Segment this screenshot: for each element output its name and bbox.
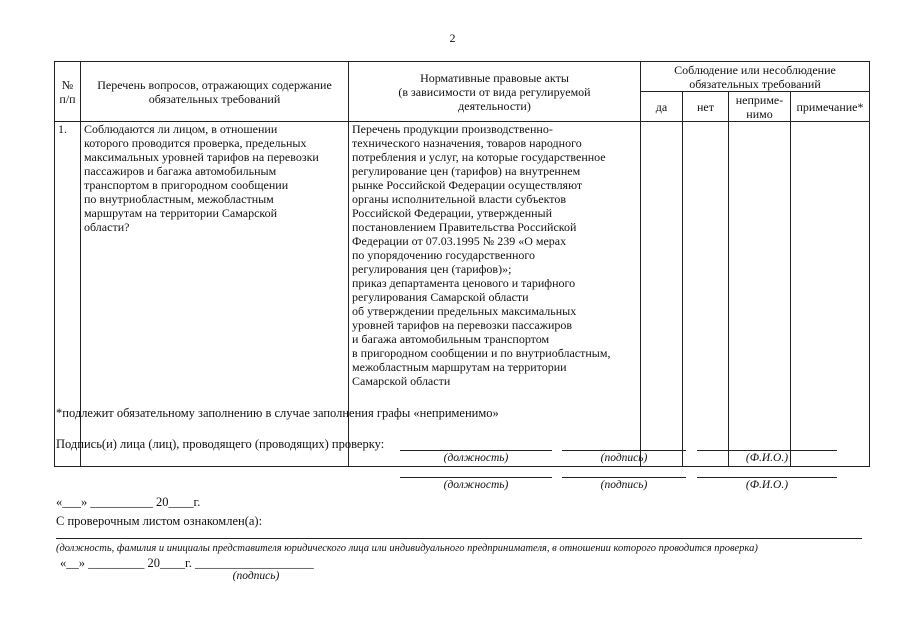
row-number: 1. [55, 122, 81, 467]
signature-label: Подпись(и) лица (лиц), проводящего (проводящих) проверку: [56, 437, 385, 451]
caption-signature-1: (подпись) [600, 452, 648, 464]
date-field[interactable]: «___» __________ 20____г. [56, 495, 201, 509]
position-line-1[interactable] [400, 450, 552, 451]
row-legal-acts: Перечень продукции производственно- технического назначения, товаров народного потребления и услуг, на которые государственное регулирование цен (тарифов) на внутреннем рынке Российской Федерации осуществляют органы исполнительной власти субъектов Российской Федерации, утвержденный постановлением Правительства Российской Федерации от 07.03.1995 № 239 «О мерах по упорядочению государственного регулирования цен (тарифов)»; приказ департамента ценового и тарифного регулирования Самарской области об утверждении предельных максимальных уровней тарифов на перевозки пассажиров и багажа автомобильным транспортом в пригородном сообщении и по внутриобластным, межобластным маршрутам на территории Самарской области [349, 122, 641, 467]
representative-line[interactable] [56, 538, 862, 539]
signature-line-1[interactable] [562, 450, 686, 451]
footnote: *подлежит обязательному заполнению в случае заполнения графы «неприменимо» [56, 406, 499, 420]
caption-signature-3: (подпись) [232, 570, 280, 582]
header-compliance: Соблюдение или несоблюдение обязательных требований [641, 62, 870, 92]
row-note-cell[interactable] [791, 122, 870, 467]
acknowledgement-label: С проверочным листом ознакомлен(а): [56, 514, 263, 528]
position-line-2[interactable] [400, 477, 552, 478]
page-number: 2 [449, 31, 456, 45]
header-no: нет [683, 92, 729, 122]
signature-line-2[interactable] [562, 477, 686, 478]
header-note: примечание* [791, 92, 870, 122]
row-not-applicable-cell[interactable] [729, 122, 791, 467]
caption-position-2: (должность) [443, 479, 509, 491]
row-yes-cell[interactable] [641, 122, 683, 467]
caption-position-1: (должность) [443, 452, 509, 464]
caption-signature-2: (подпись) [600, 479, 648, 491]
caption-name-1: (Ф.И.О.) [745, 452, 789, 464]
representative-caption: (должность, фамилия и инициалы представителя юридического лица или индивидуального предпринимателя, в отношении которого проводится проверка) [56, 543, 758, 554]
name-line-2[interactable] [697, 477, 837, 478]
name-line-1[interactable] [697, 450, 837, 451]
row-question: Соблюдаются ли лицом, в отношении которого проводится проверка, предельных максимальных уровней тарифов на перевозки пассажиров и багажа автомобильным транспортом в пригородном сообщении по внутриобластным, межобластным маршрутам на территории Самарской области? [81, 122, 349, 467]
header-legal-acts: Нормативные правовые акты (в зависимости от вида регулируемой деятельности) [349, 62, 641, 122]
header-not-applicable: неприме- нимо [729, 92, 791, 122]
date-signature-field-2[interactable]: «__» _________ 20____г. ___________________ [60, 556, 314, 570]
header-number: № п/п [55, 62, 81, 122]
row-no-cell[interactable] [683, 122, 729, 467]
caption-name-2: (Ф.И.О.) [745, 479, 789, 491]
header-questions: Перечень вопросов, отражающих содержание обязательных требований [81, 62, 349, 122]
header-yes: да [641, 92, 683, 122]
